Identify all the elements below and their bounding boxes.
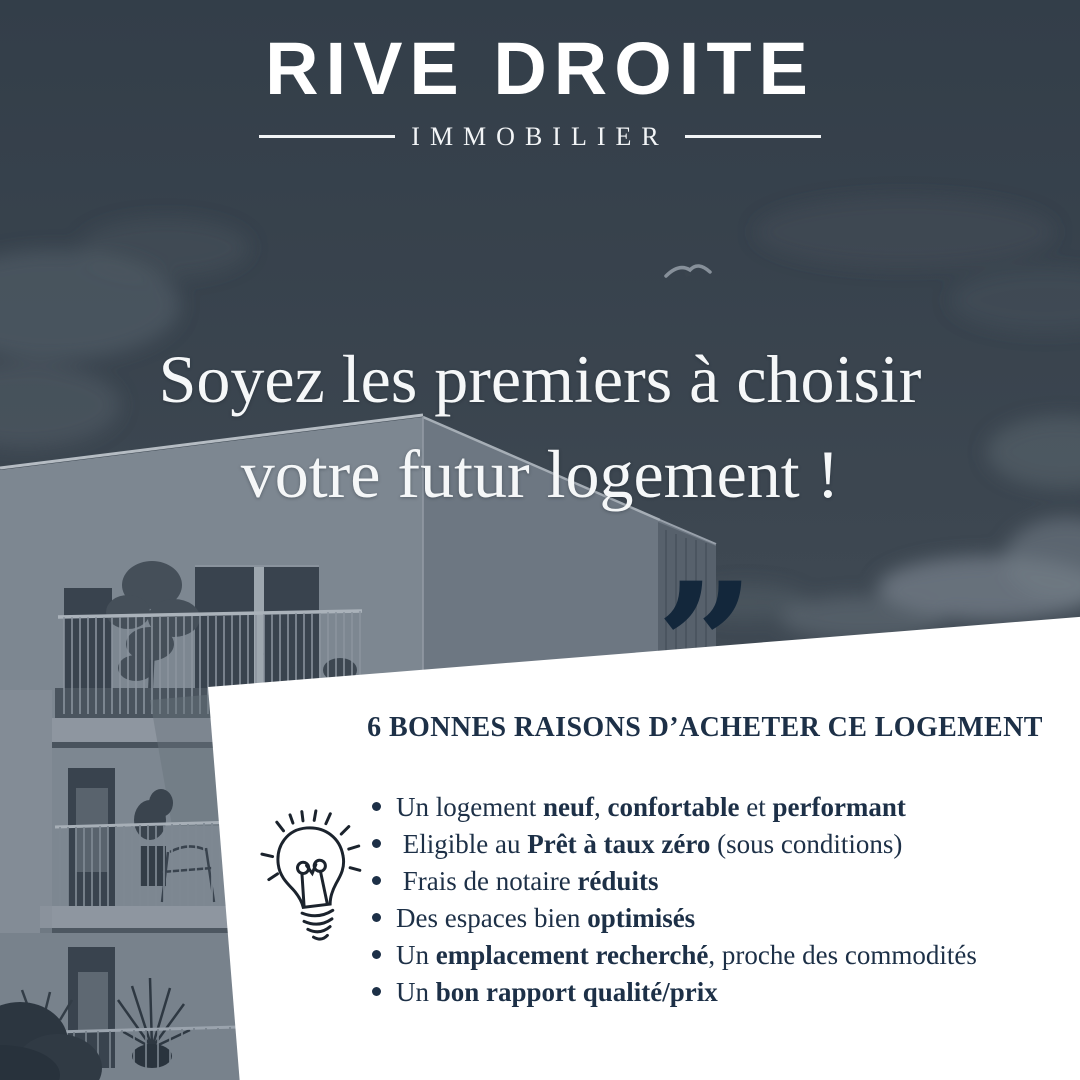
bullet-dot (372, 987, 381, 996)
list-item-text: Un bon rapport qualité/prix (396, 977, 718, 1007)
reasons-list (372, 789, 1072, 1011)
brand-logo (0, 27, 1080, 152)
list-item (372, 863, 1072, 900)
list-item (372, 826, 1072, 863)
bullet-dot (372, 839, 381, 848)
bullet-dot (372, 876, 381, 885)
list-item-text: Un emplacement recherché, proche des commodités (396, 940, 977, 970)
list-item (372, 937, 1072, 974)
lightbulb-icon (248, 800, 377, 959)
tagline-rule-left (259, 135, 395, 138)
list-item-text: Eligible au Prêt à taux zéro (sous conditions) (396, 829, 903, 859)
list-item (372, 789, 1072, 826)
bullet-dot (372, 802, 381, 811)
list-item-text: Des espaces bien optimisés (396, 903, 696, 933)
tagline-rule-right (685, 135, 821, 138)
quote-icon: ” (656, 544, 755, 747)
list-item (372, 900, 1072, 937)
list-item-text: Frais de notaire réduits (396, 866, 659, 896)
brand-tagline: IMMOBILIER (411, 121, 669, 151)
bullet-dot (372, 913, 381, 922)
brand-tagline-row (0, 122, 1080, 152)
headline-line2: votre futur logement ! (240, 436, 840, 512)
headline-line1: Soyez les premiers à choisir (158, 341, 922, 417)
headline (0, 332, 1080, 522)
bullet-dot (372, 950, 381, 959)
list-item (372, 974, 1072, 1011)
card-title: 6 BONNES RAISONS D’ACHETER CE LOGEMENT (367, 712, 1043, 743)
brand-name: RIVE DROITE (265, 27, 815, 110)
list-item-text: Un logement neuf, confortable et performant (396, 792, 906, 822)
